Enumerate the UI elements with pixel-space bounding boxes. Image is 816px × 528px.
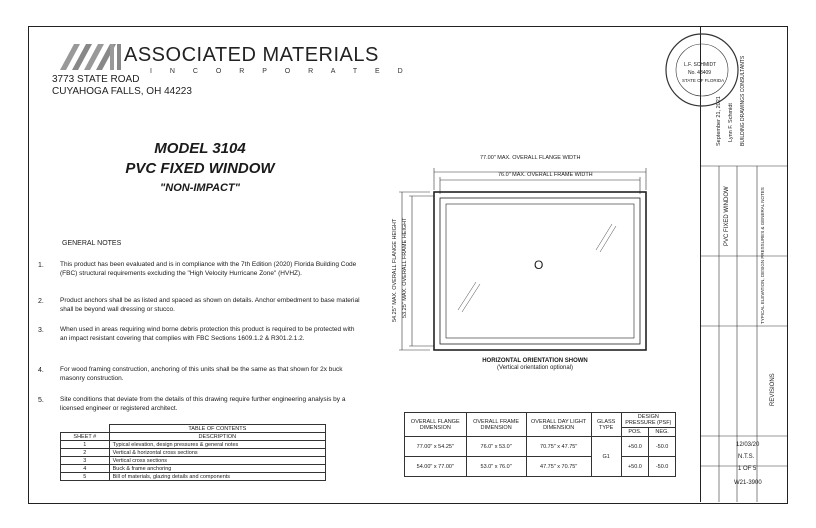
- design-pressure-table: [404, 412, 676, 494]
- overall-width-dim: 77.00" MAX. OVERALL FLANGE WIDTH: [480, 155, 581, 161]
- toc-sheet: 3: [61, 457, 110, 465]
- cell-pos: +50.0: [621, 437, 649, 457]
- company-subtitle: I N C O R P O R A T E D: [150, 68, 411, 75]
- toc-col-sheet: SHEET #: [61, 433, 110, 441]
- window-elevation: [396, 150, 686, 360]
- glass-mark: O: [534, 258, 544, 272]
- sheet-value: 1 OF 5: [738, 466, 757, 472]
- table-row: [405, 457, 676, 477]
- col-flange: OVERALL FLANGE DIMENSION: [405, 413, 467, 437]
- address-line-1: 3773 STATE ROAD: [52, 74, 140, 85]
- note-number: 3.: [38, 327, 44, 334]
- engineer-name: Lynn F. Schmidt: [728, 103, 734, 142]
- drawing-number: W21-3900: [734, 480, 762, 486]
- col-frame: OVERALL FRAME DIMENSION: [466, 413, 526, 437]
- col-pressure: DESIGN PRESSURE (PSF): [621, 413, 675, 428]
- project-name: PVC FIXED WINDOW: [724, 186, 730, 246]
- product-title: PVC FIXED WINDOW: [125, 160, 275, 177]
- table-row: [61, 441, 326, 449]
- seal-license: No. 43409: [688, 70, 712, 76]
- toc-desc: Bill of materials, glazing details and components: [109, 473, 325, 481]
- toc-sheet: 5: [61, 473, 110, 481]
- orientation-line-2: (Vertical orientation optional): [496, 365, 574, 371]
- toc-title: TABLE OF CONTENTS: [109, 425, 325, 433]
- orientation-note: [470, 358, 600, 372]
- col-daylight: OVERALL DAY LIGHT DIMENSION: [526, 413, 591, 437]
- table-row: [61, 465, 326, 473]
- note-text: Product anchors shall be as listed and spaced as shown on details. Anchor embedment to base material shall be beyond wall dressing or stucco.: [60, 297, 360, 313]
- note-number: 2.: [38, 298, 44, 305]
- cell-flange: 54.00" x 77.00": [405, 457, 467, 477]
- impact-type: "NON-IMPACT": [160, 182, 240, 194]
- col-neg: NEG.: [649, 428, 676, 437]
- model-title: MODEL 3104: [154, 140, 246, 157]
- toc-col-desc: DESCRIPTION: [109, 433, 325, 441]
- cell-daylight: 47.75" x 70.75": [526, 457, 591, 477]
- note-text: When used in areas requiring wind borne debris protection this product is required to be protected with an impact resistant covering that complies with FBC Sections 1609.1.2 & R301.2.1.2.: [60, 326, 355, 342]
- date-value: 12/03/20: [736, 442, 760, 448]
- cell-daylight: 70.75" x 47.75": [526, 437, 591, 457]
- seal-state: STATE OF FLORIDA: [682, 78, 725, 83]
- cell-neg: -50.0: [649, 457, 676, 477]
- note-text: For wood framing construction, anchoring of this units shall be the same as that shown for 2x buck masonry construction.: [60, 366, 343, 382]
- table-row: [61, 473, 326, 481]
- orientation-line-1: HORIZONTAL ORIENTATION SHOWN: [482, 358, 588, 364]
- cell-frame: 76.0" x 53.0": [466, 437, 526, 457]
- address-line-2: CUYAHOGA FALLS, OH 44223: [52, 86, 192, 97]
- note-number: 5.: [38, 397, 44, 404]
- cell-pos: +50.0: [621, 457, 649, 477]
- note-number: 1.: [38, 262, 44, 269]
- company-logo-icon: [60, 44, 122, 70]
- toc-sheet: 1: [61, 441, 110, 449]
- cell-neg: -50.0: [649, 437, 676, 457]
- toc-desc: Vertical cross sections: [109, 457, 325, 465]
- signature-date: September 21, 2021: [716, 96, 722, 146]
- revisions-label: REVISIONS: [770, 373, 776, 406]
- table-of-contents: [60, 424, 326, 486]
- toc-sheet: 4: [61, 465, 110, 473]
- company-name: ASSOCIATED MATERIALS: [124, 44, 379, 66]
- cell-glass: G1: [591, 437, 621, 477]
- seal-name: L.F. SCHMIDT: [684, 62, 717, 68]
- drawing-title: TYPICAL ELEVATION, DESIGN PRESSURES & GENERAL NOTES: [760, 187, 765, 324]
- note-number: 4.: [38, 367, 44, 374]
- note-text: Site conditions that deviate from the details of this drawing require further engineering analysis by a licensed engineer or registered architect.: [60, 396, 346, 412]
- toc-desc: Typical elevation, design pressures & general notes: [109, 441, 325, 449]
- table-row: [61, 457, 326, 465]
- table-row: [61, 449, 326, 457]
- overall-height-dim: 54.25" MAX. OVERALL FLANGE HEIGHT: [392, 218, 398, 322]
- col-pos: POS.: [621, 428, 649, 437]
- toc-sheet: 2: [61, 449, 110, 457]
- engineer-firm: BUILDING DRAWINGS CONSULTANTS: [740, 55, 746, 146]
- toc-desc: Vertical & horizontal cross sections: [109, 449, 325, 457]
- col-glass: GLASS TYPE: [591, 413, 621, 437]
- frame-height-dim: 53.25" MAX. OVERALL FRAME HEIGHT: [402, 217, 408, 318]
- frame-width-dim: 76.0" MAX. OVERALL FRAME WIDTH: [498, 172, 593, 178]
- cell-frame: 53.0" x 76.0": [466, 457, 526, 477]
- notes-heading: GENERAL NOTES: [62, 240, 122, 247]
- toc-desc: Buck & frame anchoring: [109, 465, 325, 473]
- scale-value: N.T.S.: [738, 454, 755, 460]
- company-address: [52, 74, 192, 98]
- note-text: This product has been evaluated and is in compliance with the 7th Edition (2020) Florida Building Code (FBC) structural requirements excluding the "High Velocity Hurricane Zone" (HVHZ).: [60, 261, 357, 277]
- cell-flange: 77.00" x 54.25": [405, 437, 467, 457]
- table-row: [405, 437, 676, 457]
